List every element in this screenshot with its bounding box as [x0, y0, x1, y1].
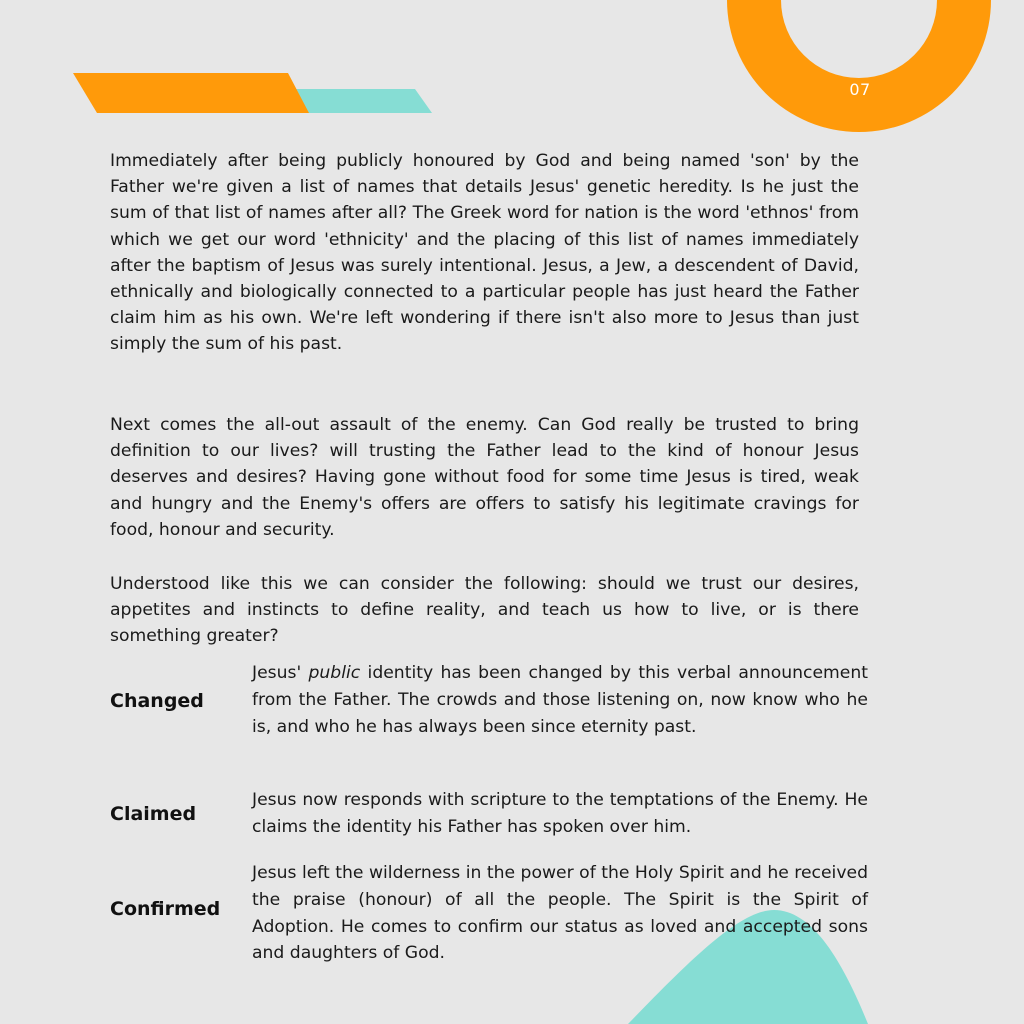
term-claimed-definition: Jesus now responds with scripture to the temptations of the Enemy. He claims the identity his Father has spoken over him.: [252, 790, 868, 837]
page-number: 07: [849, 80, 871, 99]
term-changed-label: Changed: [110, 690, 204, 712]
term-changed-definition: [252, 660, 868, 740]
term-claimed-label: Claimed: [110, 803, 197, 825]
definition-text: identity has been changed by this verbal announcement from the Father. The crowds and those listening on, now know who he is, and who he has always been since eternity past.: [252, 663, 868, 737]
term-confirmed-label: Confirmed: [110, 898, 221, 920]
orange-stripe-decoration: [73, 73, 309, 113]
body-paragraph-2: Next comes the all-out assault of the enemy. Can God really be trusted to bring definition to our lives? will trusting the Father lead to the kind of honour Jesus deserves and desires? Having gone without food for some time Jesus is tired, weak and hungry and the Enemy's offers are offers to satisfy his legitimate cravings for food, honour and security.: [110, 415, 859, 540]
teal-stripe-decoration: [296, 89, 432, 113]
body-paragraph-1: Immediately after being publicly honoured by God and being named 'son' by the Father we're given a list of names that details Jesus' genetic heredity. Is he just the sum of that list of names after all? The Greek word for nation is the word 'ethnos' from which we get our word 'ethnicity' and the placing of this list of names immediately after the baptism of Jesus was surely intentional. Jesus, a Jew, a descendent of David, ethnically and biologically connected to a particular people has just heard the Father claim him as his own. We're left wondering if there isn't also more to Jesus than just simply the sum of his past.: [110, 151, 859, 355]
orange-ring-decoration: [727, 0, 991, 132]
definition-text: Jesus': [252, 663, 309, 683]
term-confirmed-definition: Jesus left the wilderness in the power of the Holy Spirit and he received the praise (honour) of all the people. The Spirit is the Spirit of Adoption. He comes to confirm our status as loved and accepted sons and daughters of God.: [252, 863, 868, 964]
emphasis-public: public: [308, 663, 361, 683]
body-paragraph-3: Understood like this we can consider the following: should we trust our desires, appetites and instincts to define reality, and teach us how to live, or is there something greater?: [110, 574, 859, 647]
